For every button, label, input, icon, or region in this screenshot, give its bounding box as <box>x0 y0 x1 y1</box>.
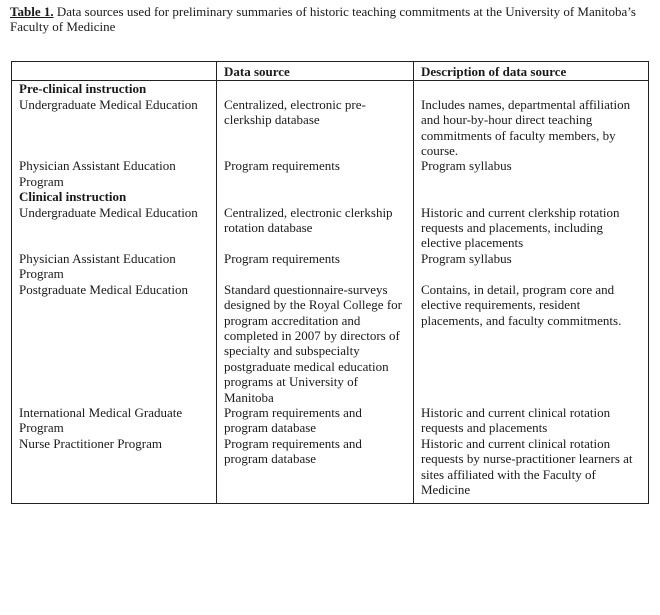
table-row <box>12 405 649 436</box>
program-cell: Postgraduate Medical Education <box>12 282 217 405</box>
header-program <box>12 62 217 81</box>
table-row <box>12 97 649 159</box>
table-row <box>12 205 649 251</box>
table-row <box>12 251 649 282</box>
table-row <box>12 436 649 504</box>
description-cell: Historic and current clerkship rotation requests and placements, including elective placements <box>414 205 649 251</box>
source-cell: Program requirements <box>217 251 414 282</box>
source-cell: Program requirements and program database <box>217 436 414 504</box>
source-cell: Centralized, electronic clerkship rotation database <box>217 205 414 251</box>
program-cell: International Medical Graduate Program <box>12 405 217 436</box>
description-cell: Historic and current clinical rotation requests by nurse-practitioner learners at sites affiliated with the Faculty of Medicine <box>414 436 649 504</box>
program-cell: Physician Assistant Education Program <box>12 158 217 189</box>
section-row-clinical <box>12 189 649 204</box>
table-row <box>12 158 649 189</box>
source-cell: Program requirements <box>217 158 414 189</box>
program-cell: Nurse Practitioner Program <box>12 436 217 504</box>
header-data-source: Data source <box>217 62 414 81</box>
description-cell: Contains, in detail, program core and elective requirements, resident placements, and faculty commitments. <box>414 282 649 405</box>
data-sources-table <box>11 61 649 504</box>
section-row-pre-clinical <box>12 81 649 97</box>
program-cell: Physician Assistant Education Program <box>12 251 217 282</box>
table-caption <box>10 4 640 35</box>
source-cell: Standard questionnaire-surveys designed by the Royal College for program accreditation and completed in 2007 by directors of specialty and subspecialty postgraduate medical education programs at University of Manitoba <box>217 282 414 405</box>
header-description: Description of data source <box>414 62 649 81</box>
program-cell: Undergraduate Medical Education <box>12 97 217 159</box>
caption-text: Data sources used for preliminary summaries of historic teaching commitments at the University of Manitoba’s Faculty of Medicine <box>10 4 636 35</box>
program-cell: Undergraduate Medical Education <box>12 205 217 251</box>
table-label: Table 1. <box>10 4 54 19</box>
source-cell: Program requirements and program database <box>217 405 414 436</box>
header-row <box>12 62 649 81</box>
table-row <box>12 282 649 405</box>
description-cell: Historic and current clinical rotation requests and placements <box>414 405 649 436</box>
description-cell: Program syllabus <box>414 251 649 282</box>
description-cell: Program syllabus <box>414 158 649 189</box>
source-cell: Centralized, electronic pre-clerkship database <box>217 97 414 159</box>
description-cell: Includes names, departmental affiliation and hour-by-hour direct teaching commitments of faculty members, by course. <box>414 97 649 159</box>
section-title: Pre-clinical instruction <box>12 81 217 97</box>
section-title: Clinical instruction <box>12 189 217 204</box>
